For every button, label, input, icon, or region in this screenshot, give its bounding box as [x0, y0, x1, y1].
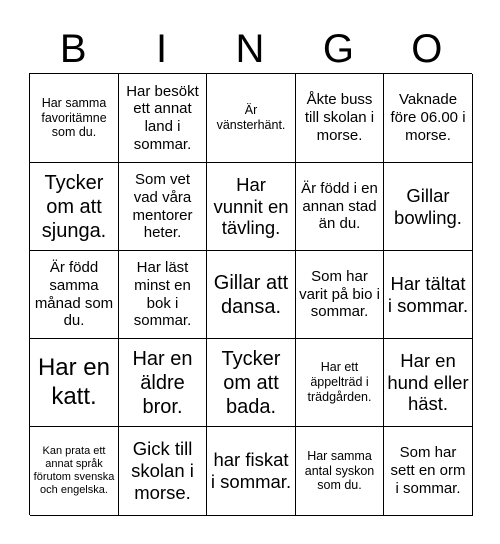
bingo-cell[interactable]: Gillar bowling.	[384, 163, 473, 251]
bingo-cell[interactable]: Har samma antal syskon som du.	[296, 427, 384, 516]
bingo-cell[interactable]: Har en äldre bror.	[119, 339, 207, 427]
header-letter-o: O	[411, 26, 443, 71]
bingo-cell[interactable]: Tycker om att sjunga.	[30, 163, 119, 251]
header-letter-n: N	[235, 26, 265, 71]
bingo-header	[29, 24, 471, 74]
bingo-cell[interactable]: Har läst minst en bok i sommar.	[119, 251, 207, 339]
bingo-cell[interactable]: Har en hund eller häst.	[384, 339, 473, 427]
bingo-cell[interactable]: Har tältat i sommar.	[384, 251, 473, 339]
bingo-cell[interactable]: har fiskat i sommar.	[207, 427, 296, 516]
header-letter-g: G	[322, 26, 354, 71]
header-letter-b: B	[59, 26, 87, 71]
bingo-cell[interactable]: Är född i en annan stad än du.	[296, 163, 384, 251]
bingo-cell[interactable]: Har en katt.	[30, 339, 119, 427]
bingo-cell[interactable]: Som har sett en orm i sommar.	[384, 427, 473, 516]
bingo-cell[interactable]: Gillar att dansa.	[207, 251, 296, 339]
bingo-cell[interactable]: Tycker om att bada.	[207, 339, 296, 427]
bingo-cell[interactable]: Gick till skolan i morse.	[119, 427, 207, 516]
bingo-cell[interactable]: Har samma favoritämne som du.	[30, 74, 119, 163]
bingo-cell[interactable]: Åkte buss till skolan i morse.	[296, 74, 384, 163]
bingo-cell[interactable]: Har besökt ett annat land i sommar.	[119, 74, 207, 163]
bingo-cell[interactable]: Har vunnit en tävling.	[207, 163, 296, 251]
bingo-cell[interactable]: Är född samma månad som du.	[30, 251, 119, 339]
bingo-cell[interactable]: Vaknade före 06.00 i morse.	[384, 74, 473, 163]
header-letter-i: I	[156, 26, 168, 71]
bingo-cell[interactable]: Kan prata ett annat språk förutom svenska och engelska.	[30, 427, 119, 516]
bingo-grid	[29, 73, 472, 515]
bingo-cell[interactable]: Är vänsterhänt.	[207, 74, 296, 163]
bingo-cell[interactable]: Som har varit på bio i sommar.	[296, 251, 384, 339]
bingo-cell[interactable]: Som vet vad våra mentorer heter.	[119, 163, 207, 251]
bingo-cell[interactable]: Har ett äppelträd i trädgården.	[296, 339, 384, 427]
